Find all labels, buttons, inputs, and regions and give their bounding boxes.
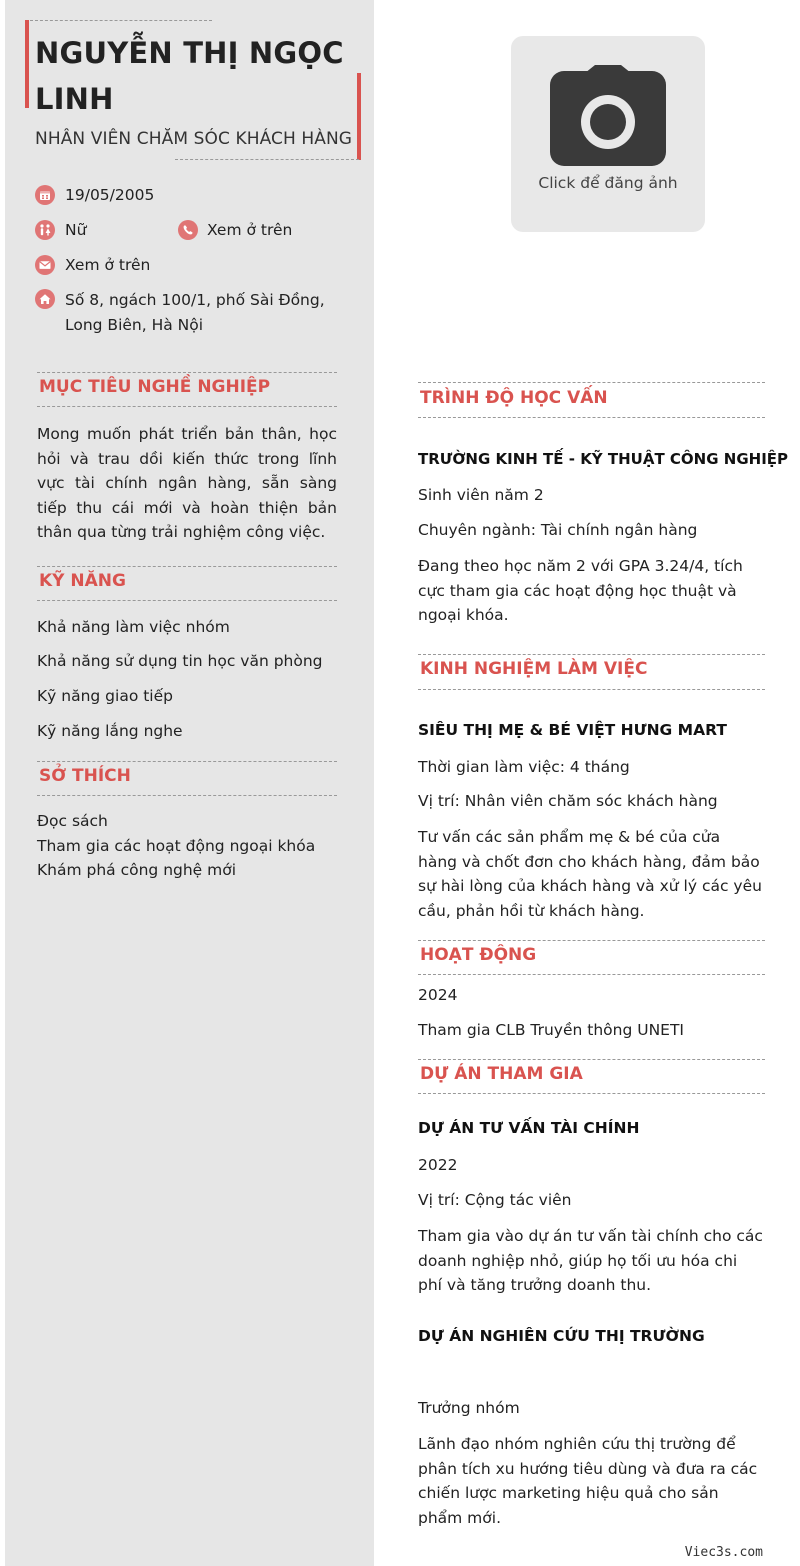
school-name: TRƯỜNG KINH TẾ - KỸ THUẬT CÔNG NGHIỆP (418, 450, 789, 468)
hobbies-divider-bottom (37, 795, 337, 796)
calendar-icon (35, 185, 55, 205)
camera-icon[interactable] (549, 63, 667, 167)
hobbies-divider-top (37, 761, 337, 762)
experience-divider-top (418, 654, 765, 655)
skills-divider-bottom (37, 600, 337, 601)
candidate-name: NGUYỄN THỊ NGỌC LINH (35, 36, 344, 116)
home-icon (35, 289, 55, 309)
skill-item: Kỹ năng lắng nghe (37, 722, 183, 740)
gender-icon (35, 220, 55, 240)
project-role: Trưởng nhóm (418, 1399, 520, 1417)
education-description: Đang theo học năm 2 với GPA 3.24/4, tích cực tham gia các hoạt động học thuật và ngoại khóa. (418, 557, 743, 624)
skills-section-title: KỸ NĂNG (39, 571, 126, 591)
hobby-item: Đọc sách (37, 812, 108, 830)
objective-text: Mong muốn phát triển bản thân, học hỏi và trau dồi kiến thức trong lĩnh vực tài chính ngân hàng, sẵn sàng tiếp thu cái mới và hoàn thiện bản thân qua từng trải nghiệm công việc. (37, 425, 337, 541)
project-name: DỰ ÁN NGHIÊN CỨU THỊ TRƯỜNG (418, 1327, 705, 1345)
phone: Xem ở trên (207, 221, 293, 239)
activities-divider-bottom (418, 974, 765, 975)
objective-divider-bottom (37, 406, 337, 407)
hobbies-section-title: SỞ THÍCH (39, 766, 131, 786)
header-top-divider (30, 20, 212, 21)
activity-description: Tham gia CLB Truyền thông UNETI (418, 1021, 684, 1039)
hobby-item: Khám phá công nghệ mới (37, 861, 237, 879)
activities-divider-top (418, 940, 765, 941)
education-major: Chuyên ngành: Tài chính ngân hàng (418, 521, 698, 539)
email: Xem ở trên (65, 256, 151, 274)
experience-description: Tư vấn các sản phẩm mẹ & bé của cửa hàng và chốt đơn cho khách hàng, đảm bảo sự hài lòng của khách hàng và xử lý các yêu cầu, phản hồi từ khách hàng. (418, 828, 762, 920)
experience-section-title: KINH NGHIỆM LÀM VIỆC (420, 659, 648, 679)
project-role: Vị trí: Cộng tác viên (418, 1191, 572, 1209)
birthdate: 19/05/2005 (65, 186, 155, 204)
name-accent-bar (25, 20, 29, 108)
project-name: DỰ ÁN TƯ VẤN TÀI CHÍNH (418, 1119, 640, 1137)
photo-upload-label[interactable]: Click để đăng ảnh (538, 174, 678, 192)
title-accent-bar (357, 73, 361, 160)
objective-divider-top (37, 372, 337, 373)
email-icon (35, 255, 55, 275)
project-description: Lãnh đạo nhóm nghiên cứu thị trường để phân tích xu hướng tiêu dùng và đưa ra các chiến lược marketing hiệu quả cho sản phẩm mới. (418, 1435, 758, 1527)
projects-section-title: DỰ ÁN THAM GIA (420, 1064, 583, 1084)
project-year: 2022 (418, 1156, 458, 1174)
skills-divider-top (37, 566, 337, 567)
experience-divider-bottom (418, 689, 765, 690)
education-section-title: TRÌNH ĐỘ HỌC VẤN (420, 388, 608, 408)
activities-section-title: HOẠT ĐỘNG (420, 945, 537, 965)
phone-icon (178, 220, 198, 240)
work-position: Vị trí: Nhân viên chăm sóc khách hàng (418, 792, 718, 810)
skill-item: Khả năng sử dụng tin học văn phòng (37, 652, 323, 670)
objective-section-title: MỤC TIÊU NGHỀ NGHIỆP (39, 377, 271, 397)
address: Số 8, ngách 100/1, phố Sài Đồng, Long Biên, Hà Nội (65, 291, 325, 334)
skill-item: Khả năng làm việc nhóm (37, 618, 230, 636)
activity-year: 2024 (418, 986, 458, 1004)
projects-divider-bottom (418, 1093, 765, 1094)
education-divider-bottom (418, 417, 765, 418)
work-duration: Thời gian làm việc: 4 tháng (418, 758, 630, 776)
education-divider-top (418, 382, 765, 383)
skill-item: Kỹ năng giao tiếp (37, 687, 173, 705)
project-description: Tham gia vào dự án tư vấn tài chính cho các doanh nghiệp nhỏ, giúp họ tối ưu hóa chi phí và tăng trưởng doanh thu. (418, 1227, 763, 1294)
hobby-item: Tham gia các hoạt động ngoại khóa (37, 837, 316, 855)
job-title: NHÂN VIÊN CHĂM SÓC KHÁCH HÀNG (35, 129, 353, 149)
education-year: Sinh viên năm 2 (418, 486, 544, 504)
watermark: Viec3s.com (684, 1545, 763, 1560)
projects-divider-top (418, 1059, 765, 1060)
header-bottom-divider (175, 159, 359, 160)
company-name: SIÊU THỊ MẸ & BÉ VIỆT HƯNG MART (418, 721, 727, 739)
gender: Nữ (65, 221, 87, 239)
